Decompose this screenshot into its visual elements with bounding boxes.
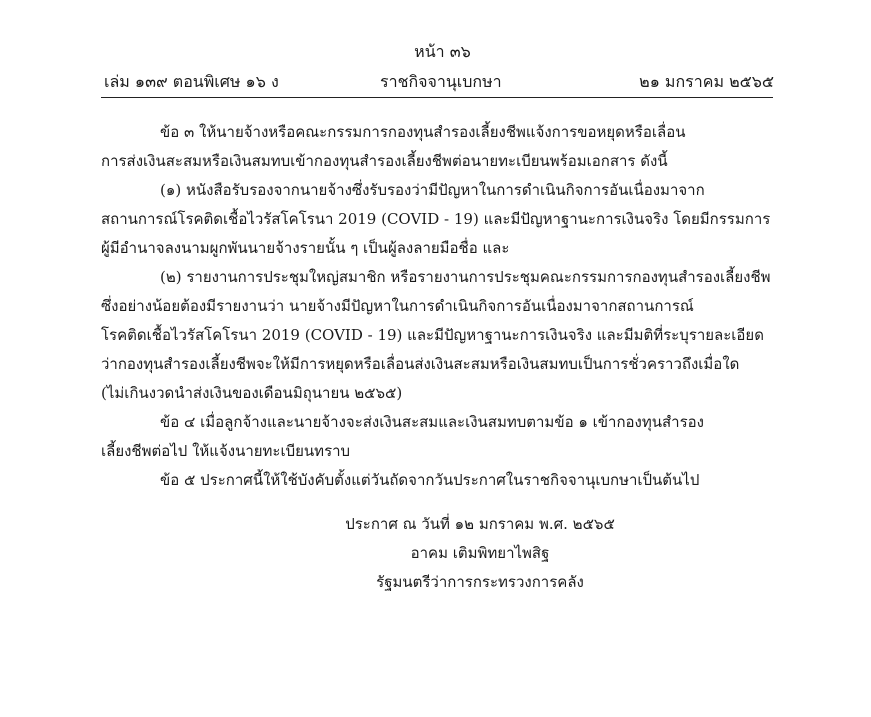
item-2-line-4: ว่ากองทุนสำรองเลี้ยงชีพจะให้มีการหยุดหรือเลื่อนส่งเงินสะสมหรือเงินสมทบเป็นการชั่วคราวถึงเมื่อใด — [101, 355, 740, 373]
clause-4-line-1: ข้อ ๔ เมื่อลูกจ้างและนายจ้างจะส่งเงินสะสมและเงินสมทบตามข้อ ๑ เข้ากองทุนสำรอง — [160, 413, 704, 431]
item-1-line-3: ผู้มีอำนาจลงนามผูกพันนายจ้างรายนั้น ๆ เป็นผู้ลงลายมือชื่อ และ — [101, 239, 510, 257]
header-divider — [101, 97, 773, 98]
signatory-position: รัฐมนตรีว่าการกระทรวงการคลัง — [376, 573, 584, 591]
gazette-header — [104, 70, 774, 96]
item-2-line-3: โรคติดเชื้อไวรัสโคโรนา 2019 (COVID - 19) และมีปัญหาฐานะการเงินจริง และมีมติที่ระบุรายละเอียด — [101, 326, 764, 344]
item-2-line-5: (ไม่เกินงวดนำส่งเงินของเดือนมิถุนายน ๒๕๖๕) — [101, 384, 403, 402]
signatory-name: อาคม เติมพิทยาไพสิฐ — [410, 544, 550, 562]
clause-5-line-1: ข้อ ๕ ประกาศนี้ให้ใช้บังคับตั้งแต่วันถัดจากวันประกาศในราชกิจจานุเบกษาเป็นต้นไป — [160, 471, 700, 489]
item-2-line-2: ซึ่งอย่างน้อยต้องมีรายงานว่า นายจ้างมีปัญหาในการดำเนินกิจการอันเนื่องมาจากสถานการณ์ — [101, 297, 694, 315]
document-body — [101, 118, 773, 495]
item-1 — [101, 176, 773, 263]
clause-3-line-2: การส่งเงินสะสมหรือเงินสมทบเข้ากองทุนสำรองเลี้ยงชีพต่อนายทะเบียนพร้อมเอกสาร ดังนี้ — [101, 152, 668, 170]
item-1-line-1: (๑) หนังสือรับรองจากนายจ้างซึ่งรับรองว่ามีปัญหาในการดำเนินกิจการอันเนื่องมาจาก — [160, 181, 705, 199]
item-2-line-1: (๒) รายงานการประชุมใหญ่สมาชิก หรือรายงานการประชุมคณะกรรมการกองทุนสำรองเลี้ยงชีพ — [160, 268, 771, 286]
clause-4-line-2: เลี้ยงชีพต่อไป ให้แจ้งนายทะเบียนทราบ — [101, 442, 351, 460]
item-2 — [101, 263, 773, 408]
publication-date: ๒๑ มกราคม ๒๕๖๕ — [639, 72, 774, 91]
item-1-line-2: สถานการณ์โรคติดเชื้อไวรัสโคโรนา 2019 (COVID - 19) และมีปัญหาฐานะการเงินจริง โดยมีกรรมการ — [101, 210, 771, 228]
gazette-name: ราชกิจจานุเบกษา — [380, 72, 502, 91]
clause-5 — [101, 466, 773, 495]
announcement-date: ประกาศ ณ วันที่ ๑๒ มกราคม พ.ศ. ๒๕๖๕ — [345, 515, 615, 533]
clause-4 — [101, 408, 773, 466]
page-number: หน้า ๓๖ — [414, 42, 471, 61]
clause-3-line-1: ข้อ ๓ ให้นายจ้างหรือคณะกรรมการกองทุนสำรองเลี้ยงชีพแจ้งการขอหยุดหรือเลื่อน — [160, 123, 686, 141]
signature-block — [330, 510, 630, 597]
clause-3 — [101, 118, 773, 176]
volume-issue: เล่ม ๑๓๙ ตอนพิเศษ ๑๖ ง — [104, 72, 279, 91]
